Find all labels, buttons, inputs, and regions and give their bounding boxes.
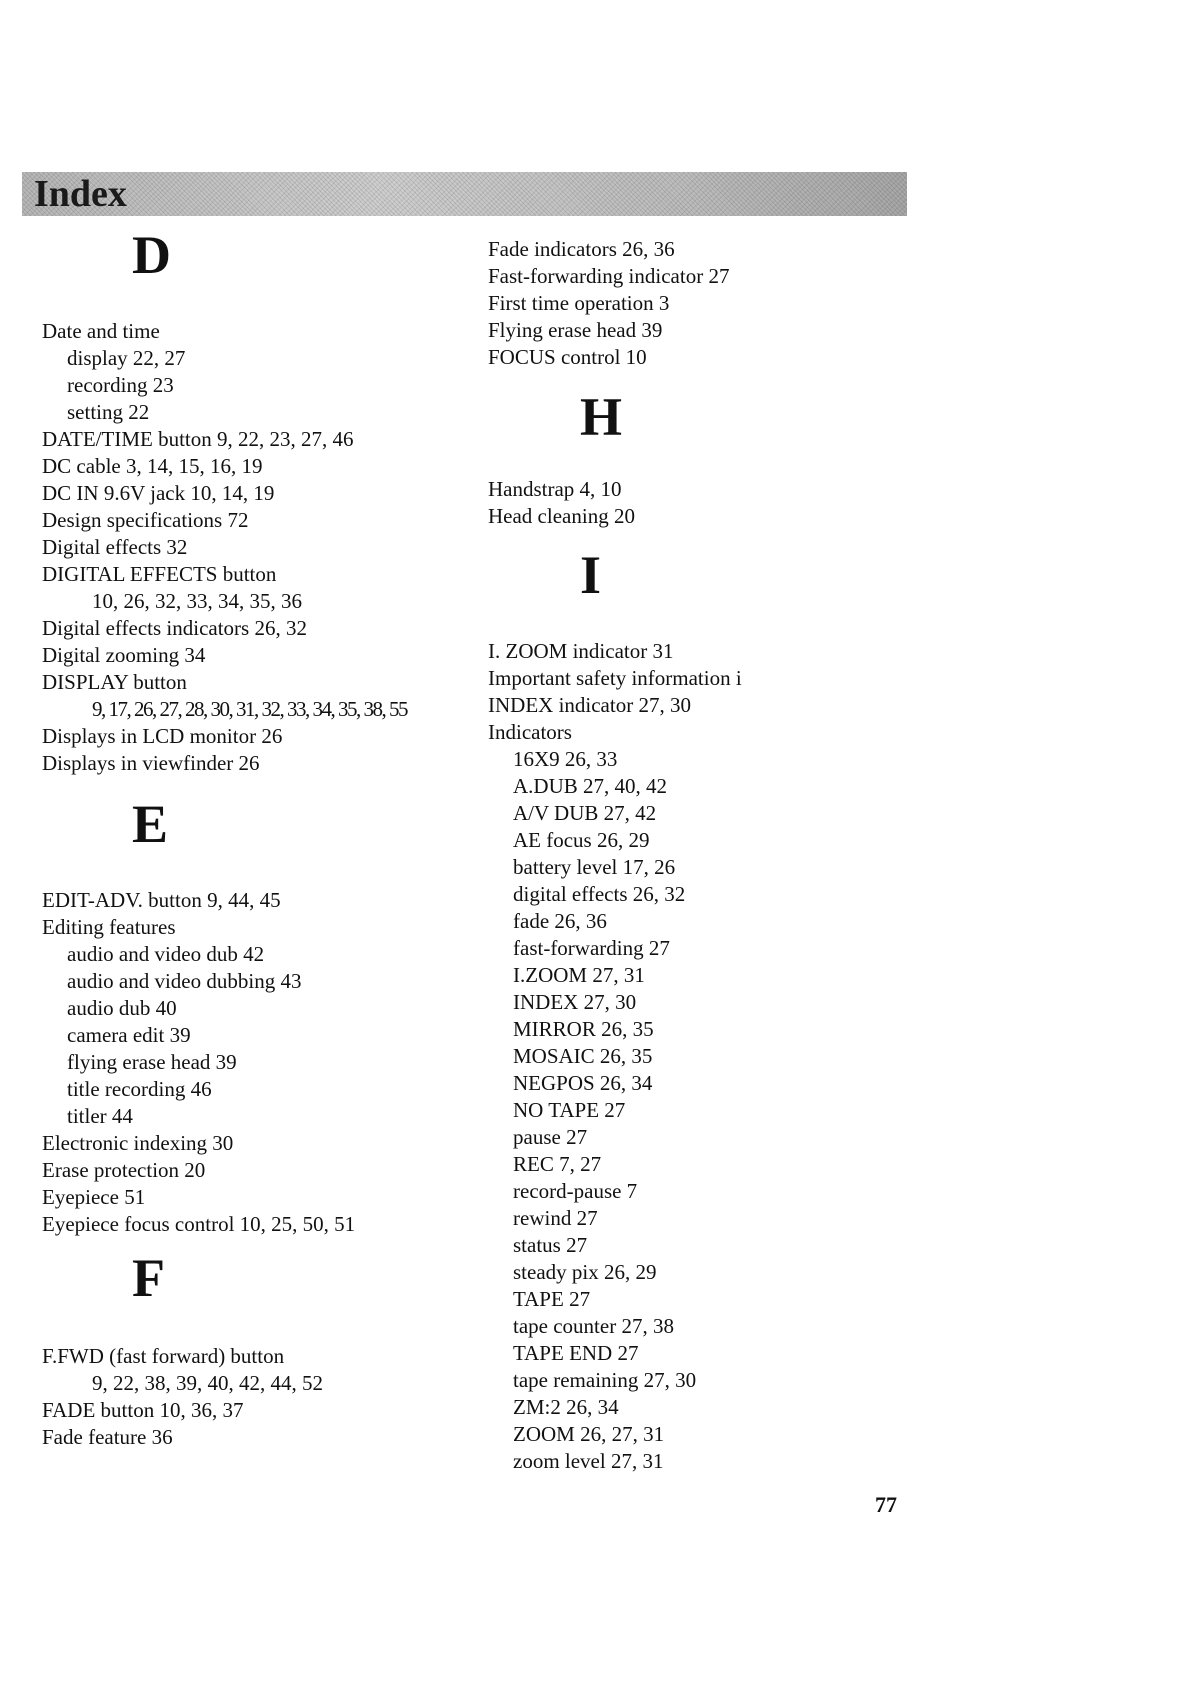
index-subentry-pause-27: pause 27	[513, 1125, 588, 1149]
index-entry-dc-cable-3-14-15-16-19: DC cable 3, 14, 15, 16, 19	[42, 454, 263, 478]
index-subentry-a-dub-27-40-42: A.DUB 27, 40, 42	[513, 774, 668, 798]
index-subentry-flying-erase-head-39: flying erase head 39	[67, 1050, 237, 1074]
index-entry-digital-effects-button: DIGITAL EFFECTS button	[42, 562, 277, 586]
index-subentry-tape-27: TAPE 27	[513, 1287, 591, 1311]
index-subentry-16x9-26-33: 16X9 26, 33	[513, 747, 618, 771]
index-entry-first-time-operation-3: First time operation 3	[488, 291, 670, 315]
page-title: Index	[34, 173, 127, 215]
index-entry-eyepiece-focus-control-10-25-50-51: Eyepiece focus control 10, 25, 50, 51	[42, 1212, 356, 1236]
index-entry-fast-forwarding-indicator-27: Fast-forwarding indicator 27	[488, 264, 730, 288]
index-subentry-titler-44: titler 44	[67, 1104, 133, 1128]
index-entry-date-time-button-9-22-23-27-46: DATE/TIME button 9, 22, 23, 27, 46	[42, 427, 354, 451]
index-subentry-title-recording-46: title recording 46	[67, 1077, 212, 1101]
index-entry-displays-in-viewfinder-26: Displays in viewfinder 26	[42, 751, 260, 775]
index-subentry-digital-effects-26-32: digital effects 26, 32	[513, 882, 686, 906]
index-entry-eyepiece-51: Eyepiece 51	[42, 1185, 146, 1209]
index-entry-i-zoom-indicator-31: I. ZOOM indicator 31	[488, 639, 674, 663]
index-subentry-10-26-32-33-34-35-36: 10, 26, 32, 33, 34, 35, 36	[92, 589, 302, 613]
index-subentry-audio-and-video-dub-42: audio and video dub 42	[67, 942, 265, 966]
index-subentry-no-tape-27: NO TAPE 27	[513, 1098, 626, 1122]
index-subentry-audio-dub-40: audio dub 40	[67, 996, 177, 1020]
index-entry-fade-button-10-36-37: FADE button 10, 36, 37	[42, 1398, 244, 1422]
index-subentry-recording-23: recording 23	[67, 373, 174, 397]
section-letter-h: H	[580, 387, 623, 447]
index-subentry-ae-focus-26-29: AE focus 26, 29	[513, 828, 650, 852]
index-subentry-fade-26-36: fade 26, 36	[513, 909, 607, 933]
section-letter-i: I	[580, 545, 602, 605]
index-entry-dc-in-9-6v-jack-10-14-19: DC IN 9.6V jack 10, 14, 19	[42, 481, 275, 505]
index-subentry-battery-level-17-26: battery level 17, 26	[513, 855, 676, 879]
index-subentry-status-27: status 27	[513, 1233, 588, 1257]
index-subentry-9-22-38-39-40-42-44-52: 9, 22, 38, 39, 40, 42, 44, 52	[92, 1371, 323, 1395]
index-subentry-setting-22: setting 22	[67, 400, 150, 424]
index-subentry-fast-forwarding-27: fast-forwarding 27	[513, 936, 670, 960]
index-entry-design-specifications-72: Design specifications 72	[42, 508, 249, 532]
index-subentry-negpos-26-34: NEGPOS 26, 34	[513, 1071, 653, 1095]
index-subentry-a-v-dub-27-42: A/V DUB 27, 42	[513, 801, 657, 825]
index-subentry-tape-end-27: TAPE END 27	[513, 1341, 639, 1365]
index-entry-focus-control-10: FOCUS control 10	[488, 345, 647, 369]
index-entry-digital-effects-indicators-26-32: Digital effects indicators 26, 32	[42, 616, 307, 640]
index-entry-digital-effects-32: Digital effects 32	[42, 535, 188, 559]
index-entry-flying-erase-head-39: Flying erase head 39	[488, 318, 663, 342]
index-entry-fade-feature-36: Fade feature 36	[42, 1425, 173, 1449]
index-subentry-i-zoom-27-31: I.ZOOM 27, 31	[513, 963, 645, 987]
index-subentry-record-pause-7: record-pause 7	[513, 1179, 638, 1203]
index-entry-electronic-indexing-30: Electronic indexing 30	[42, 1131, 234, 1155]
index-subentry-mirror-26-35: MIRROR 26, 35	[513, 1017, 654, 1041]
index-subentry-steady-pix-26-29: steady pix 26, 29	[513, 1260, 657, 1284]
index-subentry-zoom-level-27-31: zoom level 27, 31	[513, 1449, 664, 1473]
index-entry-indicators: Indicators	[488, 720, 572, 744]
page-number: 77	[875, 1492, 897, 1517]
index-entry-edit-adv-button-9-44-45: EDIT-ADV. button 9, 44, 45	[42, 888, 281, 912]
index-subentry-mosaic-26-35: MOSAIC 26, 35	[513, 1044, 653, 1068]
index-subentry-zoom-26-27-31: ZOOM 26, 27, 31	[513, 1422, 665, 1446]
section-letter-f: F	[132, 1248, 165, 1308]
index-entry-digital-zooming-34: Digital zooming 34	[42, 643, 206, 667]
index-header-banner	[22, 172, 907, 216]
index-entry-f-fwd-fast-forward-button: F.FWD (fast forward) button	[42, 1344, 285, 1368]
index-entry-head-cleaning-20: Head cleaning 20	[488, 504, 635, 528]
index-entry-editing-features: Editing features	[42, 915, 176, 939]
index-subentry-camera-edit-39: camera edit 39	[67, 1023, 191, 1047]
index-entry-erase-protection-20: Erase protection 20	[42, 1158, 206, 1182]
index-subentry-index-27-30: INDEX 27, 30	[513, 990, 637, 1014]
index-subentry-rec-7-27: REC 7, 27	[513, 1152, 602, 1176]
index-entry-display-button: DISPLAY button	[42, 670, 187, 694]
index-entry-displays-in-lcd-monitor-26: Displays in LCD monitor 26	[42, 724, 283, 748]
index-entry-index-indicator-27-30: INDEX indicator 27, 30	[488, 693, 691, 717]
index-subentry-tape-counter-27-38: tape counter 27, 38	[513, 1314, 674, 1338]
section-letter-e: E	[132, 794, 169, 854]
index-subentry-display-22-27: display 22, 27	[67, 346, 186, 370]
section-letter-d: D	[132, 225, 171, 285]
index-subentry-rewind-27: rewind 27	[513, 1206, 598, 1230]
index-entry-important-safety-information-i: Important safety information i	[488, 666, 742, 690]
index-subentry-audio-and-video-dubbing-43: audio and video dubbing 43	[67, 969, 302, 993]
index-subentry-9-17-26-27-28-30-31-32-33-34-35-38-55: 9, 17, 26, 27, 28, 30, 31, 32, 33, 34, 35, 38, 55	[92, 697, 407, 721]
index-entry-fade-indicators-26-36: Fade indicators 26, 36	[488, 237, 675, 261]
index-entry-handstrap-4-10: Handstrap 4, 10	[488, 477, 622, 501]
index-entry-date-and-time: Date and time	[42, 319, 160, 343]
index-subentry-tape-remaining-27-30: tape remaining 27, 30	[513, 1368, 697, 1392]
index-subentry-zm-2-26-34: ZM:2 26, 34	[513, 1395, 619, 1419]
